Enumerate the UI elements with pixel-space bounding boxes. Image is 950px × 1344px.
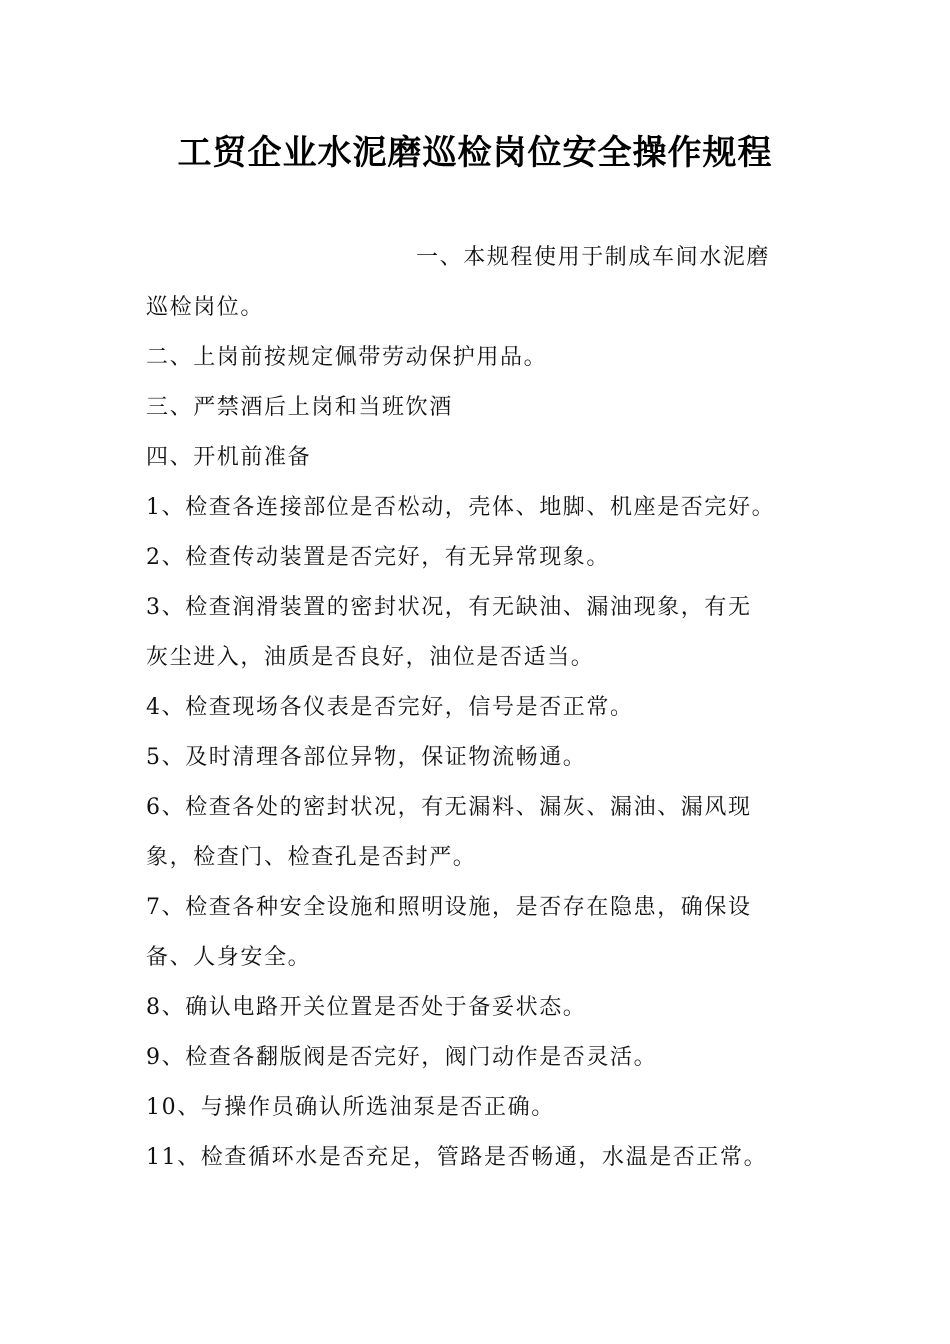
paragraph-line: 4、检查现场各仪表是否完好，信号是否正常。 <box>146 695 634 720</box>
paragraph-line: 1、检查各连接部位是否松动，壳体、地脚、机座是否完好。 <box>146 495 776 520</box>
document-title: 工贸企业水泥磨巡检岗位安全操作规程 <box>177 133 773 173</box>
paragraph-line: 5、及时清理各部位异物，保证物流畅通。 <box>146 745 587 770</box>
paragraph-line: 3、检查润滑装置的密封状况，有无缺油、漏油现象，有无 <box>146 595 752 620</box>
paragraph-line: 7、检查各种安全设施和照明设施，是否存在隐患，确保设 <box>146 895 752 920</box>
paragraph-line: 四、开机前准备 <box>146 445 312 470</box>
paragraph-line: 6、检查各处的密封状况，有无漏料、漏灰、漏油、漏风现 <box>146 795 752 820</box>
document-body <box>146 233 816 1183</box>
paragraph-line: 9、检查各翻版阀是否完好，阀门动作是否灵活。 <box>146 1045 658 1070</box>
paragraph-line: 一、本规程使用于制成车间水泥磨 <box>416 245 771 270</box>
paragraph-line: 10、与操作员确认所选油泵是否正确。 <box>146 1095 555 1120</box>
paragraph-line: 象，检查门、检查孔是否封严。 <box>146 845 477 870</box>
paragraph-line: 2、检查传动装置是否完好，有无异常现象。 <box>146 545 610 570</box>
paragraph-line: 巡检岗位。 <box>146 295 265 320</box>
paragraph-line: 8、确认电路开关位置是否处于备妥状态。 <box>146 995 587 1020</box>
paragraph-line: 11、检查循环水是否充足，管路是否畅通，水温是否正常。 <box>146 1145 768 1170</box>
paragraph-line: 二、上岗前按规定佩带劳动保护用品。 <box>146 345 548 370</box>
paragraph-line: 备、人身安全。 <box>146 945 312 970</box>
paragraph-line: 灰尘进入，油质是否良好，油位是否适当。 <box>146 645 595 670</box>
paragraph-line: 三、严禁酒后上岗和当班饮酒 <box>146 395 453 420</box>
